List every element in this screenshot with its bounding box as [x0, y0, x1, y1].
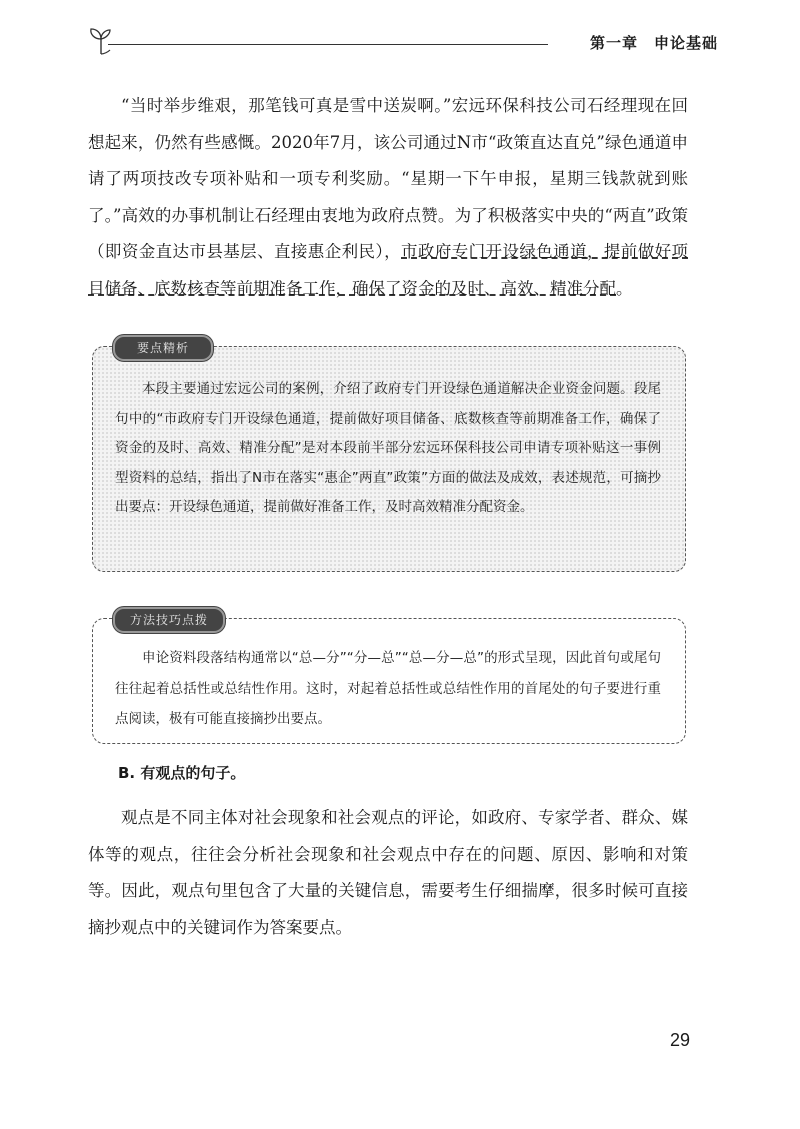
sprout-leaf-icon [88, 26, 114, 56]
key-sentence-underlined: 市政府专门开设绿色通道，提前做好项目储备、底数核查等前期准备工作，确保了资金的及时、高效、精准分配 [88, 242, 689, 298]
case-text-before: “当时举步维艰，那笔钱可真是雪中送炭啊。”宏远环保科技公司石经理现在回想起来，仍然有些感慨。2020年7月，该公司通过N市“政策直达直兑”绿色通道申请了两项技改专项补贴和一项专利奖励。“星期一下午申报，星期三钱款就到账了。”高效的办事机制让石经理由衷地为政府点赞。为了积极落实中央的“两直”政策（即资金直达市县基层、直接惠企利民）， [88, 96, 688, 261]
tip-box-tag-label: 方法技巧点拨 [129, 613, 208, 627]
section-b-heading: B. 有观点的句子。 [118, 764, 246, 782]
case-paragraph [88, 88, 688, 307]
chapter-title: 第一章 申论基础 [589, 34, 718, 52]
page-header [88, 26, 718, 62]
tip-box-text: 申论资料段落结构通常以“总—分”“分—总”“总—分—总”的形式呈现，因此首句或尾句往往起着总括性或总结性作用。这时，对起着总括性或总结性作用的首尾处的句子要进行重点阅读，极有可能直接摘抄出要点。 [115, 650, 661, 727]
page-number: 29 [669, 1030, 690, 1050]
analysis-box-tag [113, 335, 213, 361]
analysis-box-text: 本段主要通过宏远公司的案例，介绍了政府专门开设绿色通道解决企业资金问题。段尾句中的“市政府专门开设绿色通道，提前做好项目储备、底数核查等前期准备工作，确保了资金的及时、高效、精准分配”是对本段前半部分宏远环保科技公司申请专项补贴这一事例型资料的总结，指出了N市在落实“惠企”两直”政策”方面的做法及成效，表述规范，可摘抄出要点：开设绿色通道，提前做好准备工作，及时高效精准分配资金。 [115, 381, 661, 515]
analysis-box-tag-label: 要点精析 [136, 341, 189, 355]
analysis-box [92, 341, 686, 572]
case-text-after: 。 [616, 278, 633, 298]
tip-box [92, 613, 686, 744]
tip-box-tag [113, 607, 225, 633]
header-rule [108, 44, 548, 45]
section-b-paragraph: 观点是不同主体对社会现象和社会观点的评论，如政府、专家学者、群众、媒体等的观点，往往会分析社会现象和社会观点中存在的问题、原因、影响和对策等。因此，观点句里包含了大量的关键信息，需要考生仔细揣摩，很多时候可直接摘抄观点中的关键词作为答案要点。 [88, 808, 688, 937]
